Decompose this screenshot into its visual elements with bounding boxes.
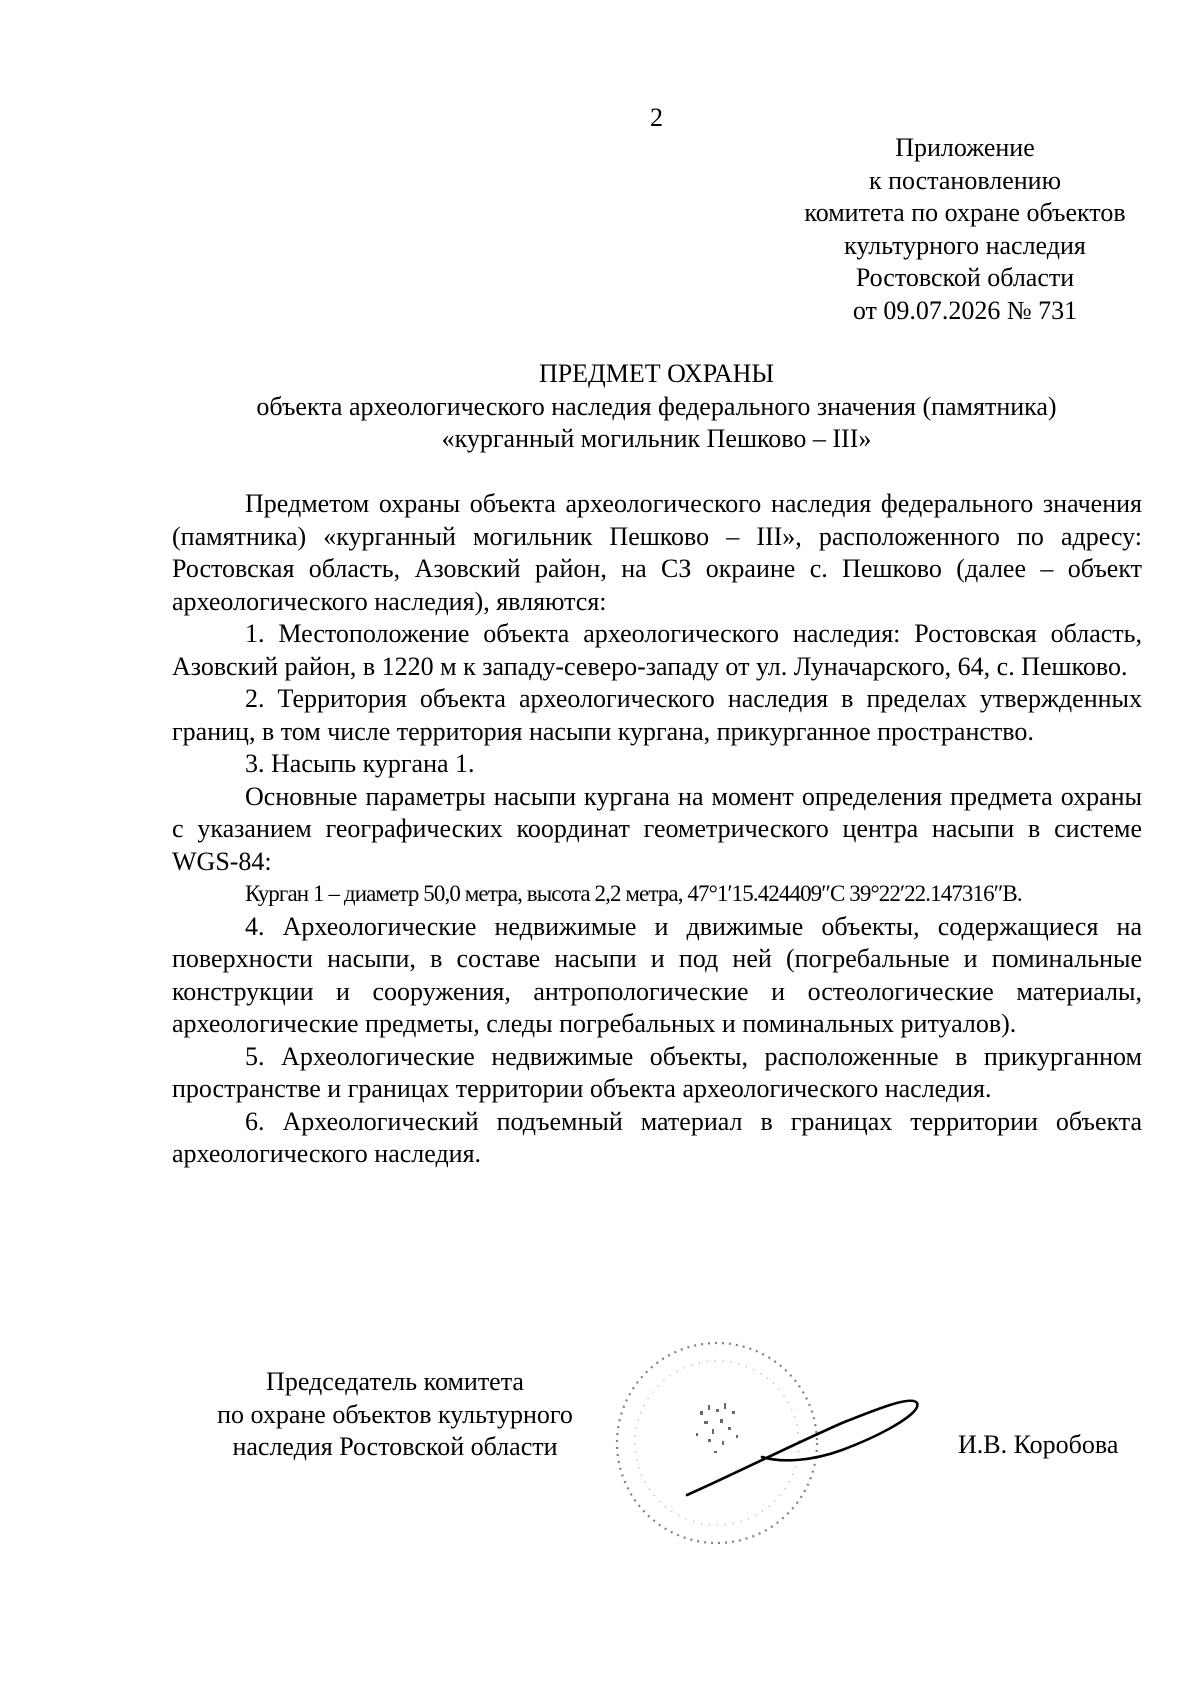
title-heading: ПРЕДМЕТ ОХРАНЫ <box>538 359 775 388</box>
appendix-line: Приложение <box>895 133 1035 162</box>
signer-position-line: Председатель комитета <box>266 1367 524 1396</box>
seal-outer-ring <box>617 1343 817 1543</box>
paragraph-item-1: 1. Местоположение объекта археологического наследия: Ростовская область, Азовский район, в 1220 м к западу-северо-западу от ул. Луначарского, 64, с. Пешково. <box>172 619 1142 681</box>
appendix-header <box>740 132 1190 327</box>
seal-emblem-icon <box>696 1403 738 1453</box>
title-subheading: объекта археологического наследия федерального значения (памятника) <box>256 391 1057 421</box>
signer-position-line: наследия Ростовской области <box>232 1432 558 1461</box>
document-body <box>172 488 1142 1171</box>
document-title <box>150 358 1163 456</box>
seal-inner-ring <box>635 1361 799 1525</box>
signer-position-line: по охране объектов культурного <box>217 1399 573 1429</box>
signer-name: И.В. Коробова <box>958 1430 1119 1459</box>
paragraph-item-3: 3. Насыпь кургана 1. <box>245 749 475 778</box>
seal-stamp-with-signature <box>612 1325 942 1555</box>
paragraph-item-5: 5. Археологические недвижимые объекты, расположенные в прикурганном пространстве и границах территории объекта археологического наследия. <box>172 1041 1142 1103</box>
appendix-line: от 09.07.2026 № 731 <box>852 295 1078 325</box>
handwritten-signature <box>687 1401 917 1495</box>
paragraph-item-4: 4. Археологические недвижимые и движимые объекты, содержащиеся на поверхности насыпи, в составе насыпи и под ней (погребальные и поминальные конструкции и сооружения, антропологические и остеологические материалы, археологические предметы, следы погребальных и поминальных ритуалов). <box>172 911 1142 1038</box>
appendix-line: культурного наследия <box>844 230 1086 260</box>
paragraph-intro: Предметом охраны объекта археологического наследия федерального значения (памятника) «курганный могильник Пешково – III», расположенного по адресу: Ростовская область, Азовский район, на СЗ окраине с. Пешково (далее – объект археологического наследия), являются: <box>172 489 1142 616</box>
appendix-line: Ростовской области <box>855 263 1075 292</box>
appendix-line: к постановлению <box>868 165 1062 195</box>
paragraph-item-6: 6. Археологический подъемный материал в границах территории объекта археологического наследия. <box>172 1106 1142 1168</box>
paragraph-kurgan-coordinates: Курган 1 – диаметр 50,0 метра, высота 2,2 метра, 47°1′15.424409″С 39°22′22.147316″В. <box>245 881 1022 906</box>
appendix-line: комитета по охране объектов <box>804 198 1126 227</box>
paragraph-parameters: Основные параметры насыпи кургана на момент определения предмета охраны с указанием географических координат геометрического центра насыпи в системе WGS-84: <box>172 781 1142 876</box>
signer-position <box>175 1366 615 1464</box>
paragraph-item-2: 2. Территория объекта археологического наследия в пределах утвержденных границ, в том числе территория насыпи кургана, прикурганное пространство. <box>172 684 1142 746</box>
title-object-name: «курганный могильник Пешково – III» <box>441 424 872 453</box>
page-number: 2 <box>650 103 663 132</box>
